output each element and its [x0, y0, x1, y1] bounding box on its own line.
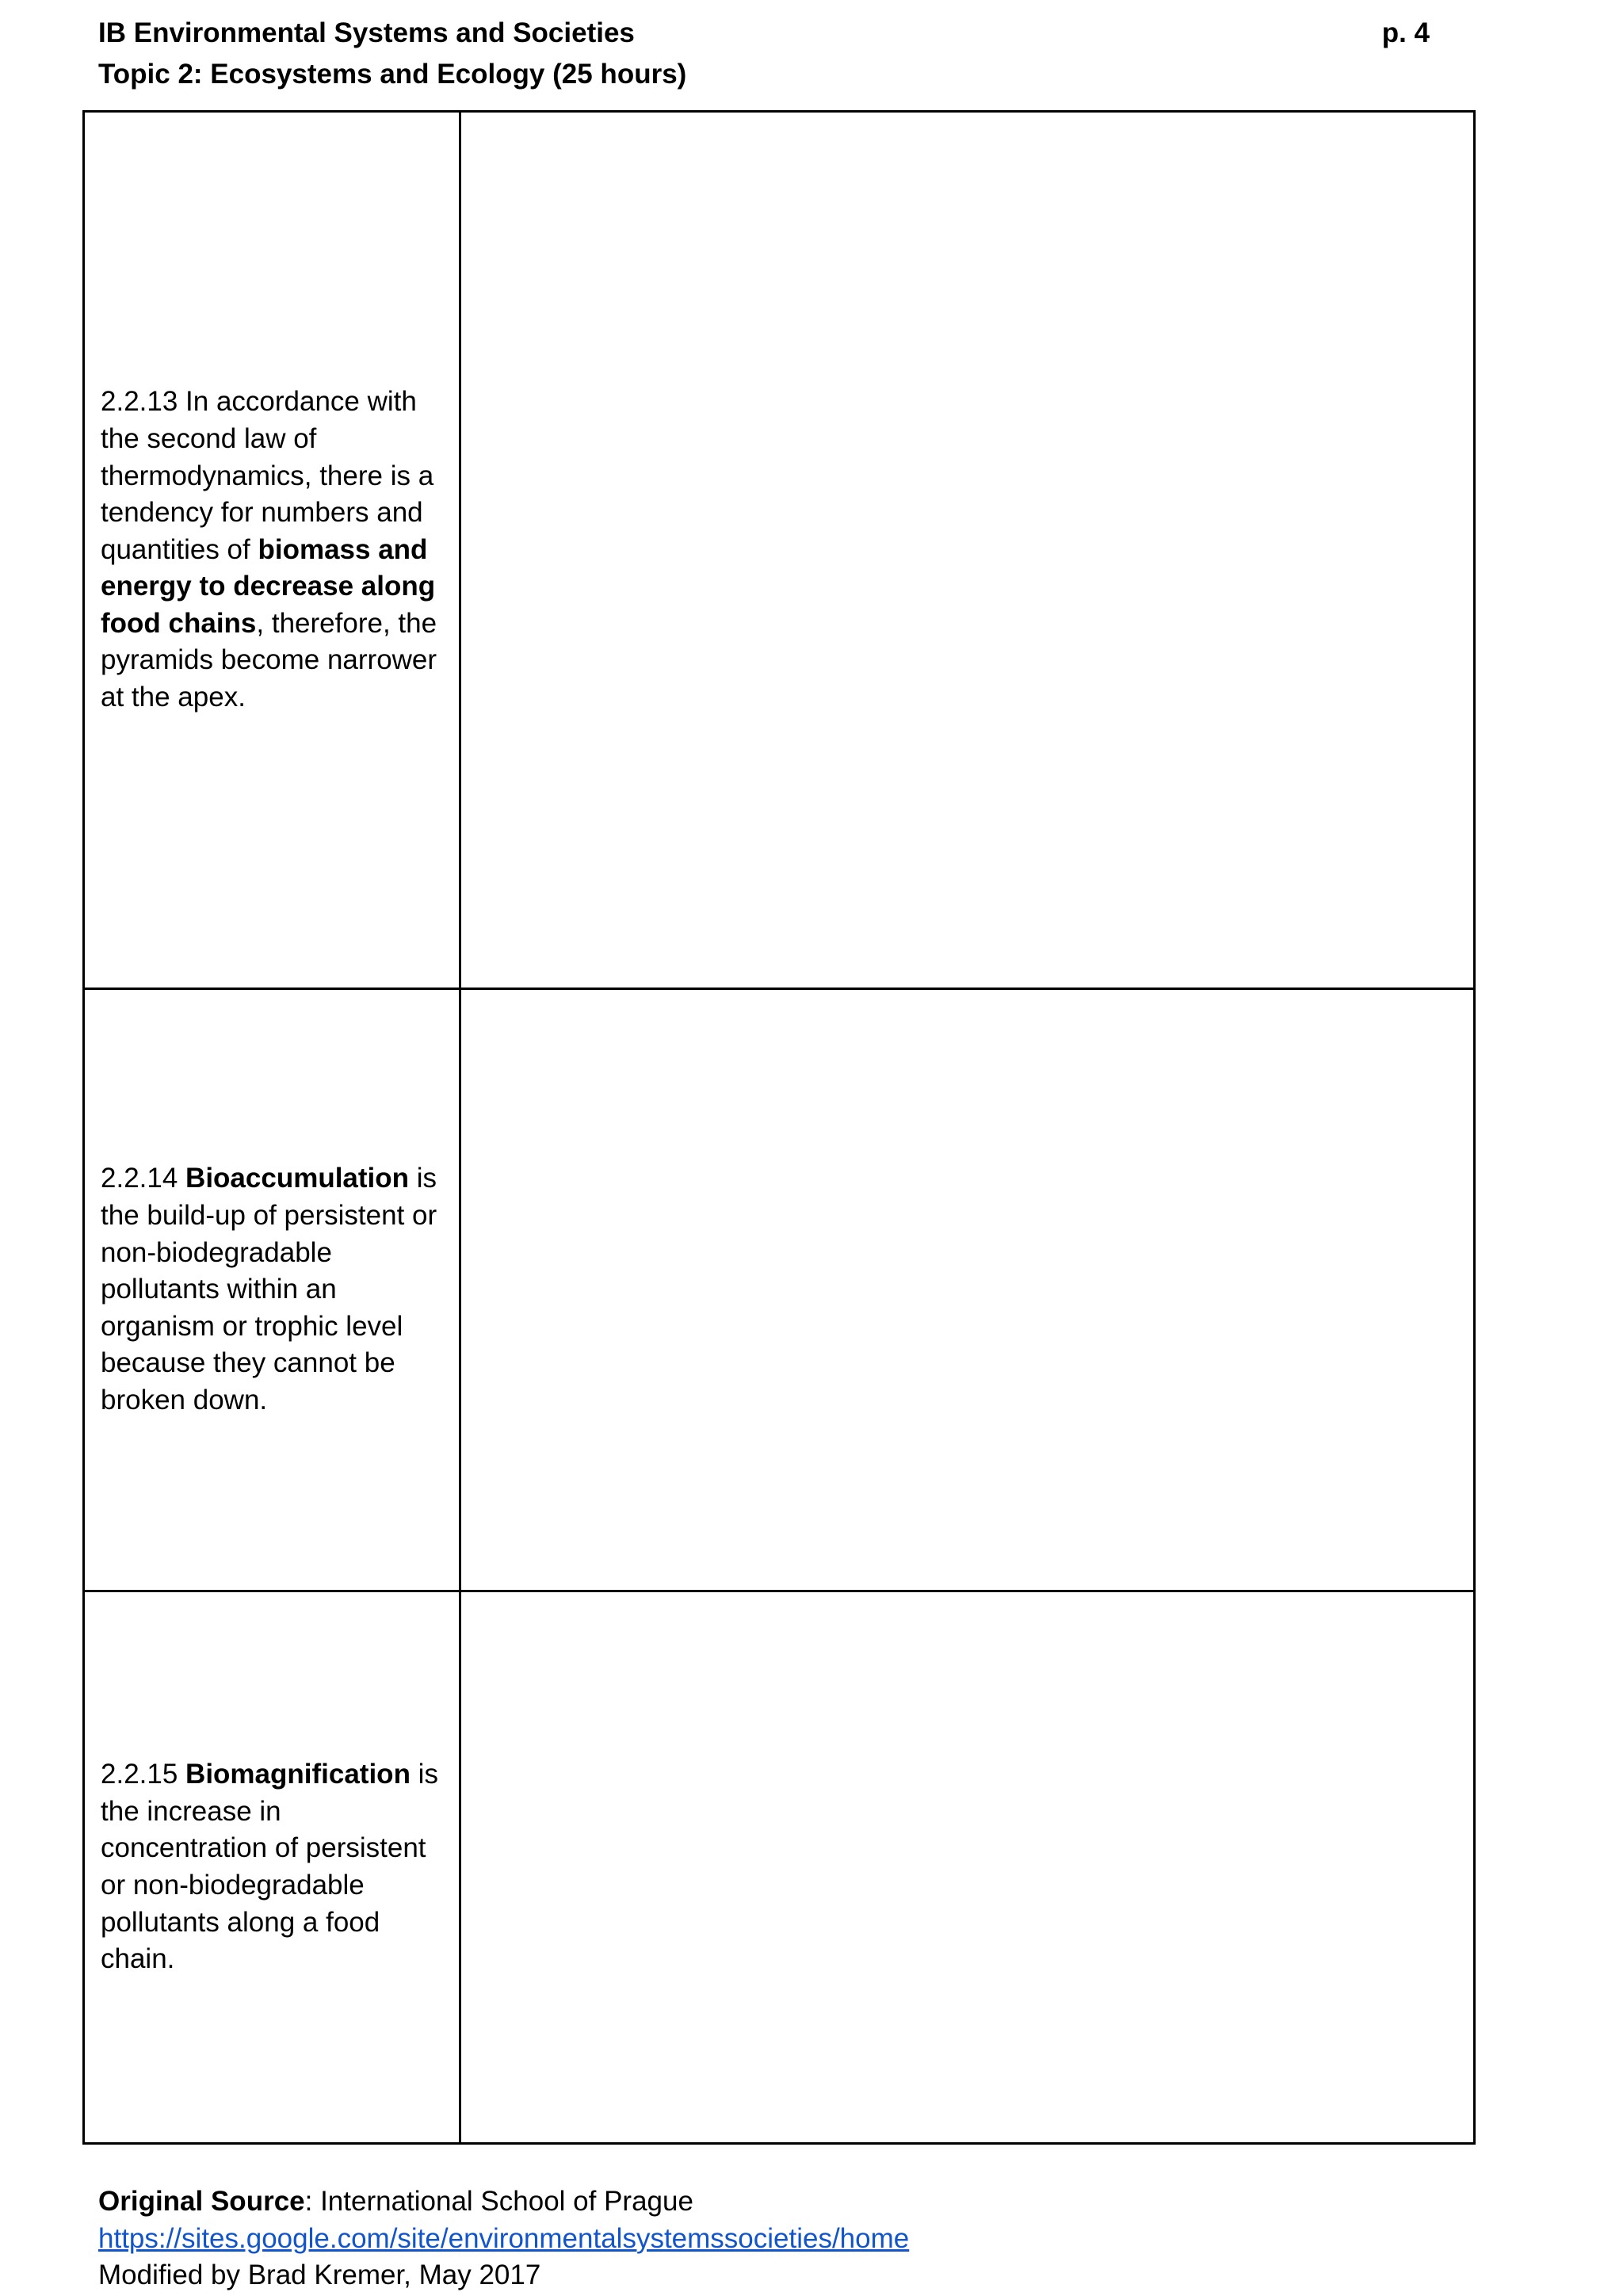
page-number: p. 4 [1381, 17, 1430, 48]
prompt-text-emphasis: biomass and energy to decrease along food chains [101, 533, 436, 639]
answer-cell[interactable] [460, 1591, 1475, 2144]
prompt-text-part: is the build-up of persistent or non-biodegradable pollutants within an organism or trophic level because they cannot be broken down. [101, 1163, 437, 1415]
prompt-text-emphasis: Biomagnification [185, 1759, 411, 1790]
prompt-text [85, 1756, 459, 1978]
page-header [98, 13, 1430, 95]
prompt-cell [84, 989, 460, 1591]
notes-table [82, 110, 1476, 2145]
answer-cell[interactable] [460, 112, 1475, 989]
page-footer [98, 2183, 909, 2294]
source-link[interactable]: https://sites.google.com/site/environmentalsystemssocieties/home [98, 2222, 910, 2254]
course-title: IB Environmental Systems and Societies [98, 17, 635, 48]
prompt-text [85, 384, 459, 716]
prompt-cell [84, 1591, 460, 2144]
prompt-text-emphasis: Bioaccumulation [185, 1163, 410, 1194]
table-row [84, 989, 1475, 1591]
topic-title: Topic 2: Ecosystems and Ecology (25 hours) [98, 59, 687, 90]
prompt-text-part: , therefore, the pyramids become narrower at the apex. [101, 607, 437, 713]
prompt-text-part: is the increase in concentration of persistent or non-biodegradable pollutants along a food chain. [101, 1759, 438, 1975]
prompt-cell [84, 112, 460, 989]
answer-cell[interactable] [460, 989, 1475, 1591]
prompt-text-part: 2.2.14 [101, 1163, 186, 1194]
source-line [98, 2183, 909, 2221]
table-row [84, 112, 1475, 989]
source-name: : International School of Prague [304, 2186, 693, 2217]
table-row [84, 1591, 1475, 2144]
prompt-text [85, 1160, 459, 1419]
prompt-text-part: 2.2.13 In accordance with the second law of thermodynamics, there is a tendency for numbers and quantities of [101, 386, 434, 565]
prompt-text-part: 2.2.15 [101, 1759, 186, 1790]
modified-note: Modified by Brad Kremer, May 2017 [98, 2260, 541, 2291]
source-label: Original Source [98, 2186, 305, 2217]
